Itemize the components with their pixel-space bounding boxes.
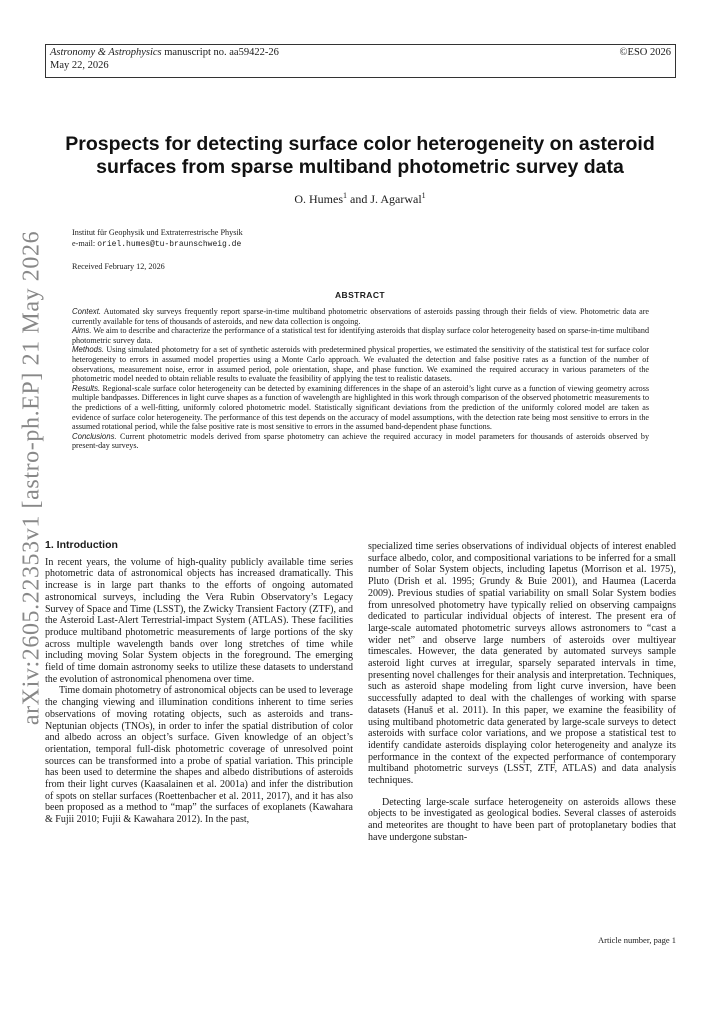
intro-paragraph-2: Time domain photometry of astronomical objects can be used to leverage the changing viewing and illumination conditions inherent to time series observations of moving rotating objects, such as asteroids and trans-Neptunian objects (TNOs), in order to infer the spatial distribution of color and albedo across an object’s surface. Given knowledge of an object’s orientation, temporal full-disk photometric coverage of unresolved point sources can be transformed into a probe of spatial variation. This principle has been used to determine the shapes and albedo distributions of asteroids from their light curves (Kaasalainen et al. 2001a) and infer the distribution of spots on stellar surfaces (Roettenbacher et al. 2011, 2017), and it has also been proposed as a method to “map” the surfaces of exoplanets (Kawahara & Fujii 2010; Fujii & Kawahara 2012). In the past, — [45, 685, 353, 826]
manuscript-line — [50, 46, 671, 59]
author-2-affil: 1 — [421, 191, 426, 200]
abstract-conclusions — [72, 432, 649, 451]
institute: Institut für Geophysik und Extraterrestrische Physik — [72, 228, 243, 237]
intro-paragraph-3: specialized time series observations of individual objects of interest enabled surface albedo, color, and compositional variations to be inferred for a small number of Solar System objects, including Iapetus (Morrison et al. 1975), Pluto (Drish et al. 1995; Grundy & Buie 2001), and Haumea (Lacerda 2009). Previous studies of spatial variability on small Solar System bodies from unresolved photometry have typically relied on observing campaigns dedicated to particular individual objects of interest. The present era of large-scale automated photometric surveys allows astronomers to “cast a wider net” and observe large numbers of asteroids over multiyear timescales. However, the data generated by automated surveys sample asteroid light curves at irregular, sparsely separated intervals in time, presenting novel challenges for their analysis and interpretation. Techniques, such as asteroid shape modeling from light curve inversion, have been successfully adapted to deal with the challenges of working with sparse datasets (Hanuš et al. 2011). In this paper, we examine the feasibility of using multiband photometric data generated by large-scale surveys to detect asteroids with surface color variations, and we propose a statistical test to identify candidate asteroids displaying color heterogeneity and analyze its performance in the context of the expected performance of contemporary multiband photometric surveys (LSST, ZTF, ATLAS) and data analysis techniques. — [368, 541, 676, 787]
context-label: Context. — [72, 307, 102, 316]
author-1-affil: 1 — [343, 191, 347, 200]
abstract-results — [72, 384, 649, 432]
left-column — [45, 540, 353, 826]
abstract-aims — [72, 326, 649, 345]
arxiv-stamp: arXiv:2605.22353v1 [astro-ph.EP] 21 May 2026 — [18, 230, 45, 726]
email-line — [72, 239, 243, 251]
journal-name: Astronomy & Astrophysics — [50, 47, 162, 58]
author-2: J. Agarwal — [370, 192, 422, 206]
manuscript-header-box — [45, 44, 676, 78]
manuscript-date: May 22, 2026 — [50, 60, 109, 71]
email-address[interactable]: oriel.humes@tu-braunschweig.de — [97, 239, 242, 249]
abstract-heading: ABSTRACT — [335, 290, 385, 300]
abstract-body — [72, 307, 649, 451]
conclusions-text: Current photometric models derived from sparse photometry can achieve the required accuracy in model parameters for thousands of asteroids observed by present-day surveys. — [72, 431, 649, 451]
manuscript-number: manuscript no. aa59422-26 — [164, 47, 279, 58]
section-heading-introduction: 1. Introduction — [45, 539, 118, 551]
methods-text: Using simulated photometry for a set of synthetic asteroids with predetermined physical properties, we estimated the sensitivity of the statistical test for surface color heterogeneity to errors in assumed model properties using a Monte Carlo approach. We evaluated the detection and false positive rates as a function of the number of observations, measurement noise, error in assumed period, pole orientation, shape, and phase function. We examined the required accuracy in various parameters of the photometric model needed to obtain reliable results to evaluate the feasibility of applying the test to realistic datasets. — [72, 345, 649, 384]
author-1: O. Humes — [294, 192, 343, 206]
methods-label: Methods. — [72, 345, 105, 355]
intro-paragraph-4: Detecting large-scale surface heterogeneity on asteroids allows these objects to be investigated as geological bodies. Several classes of asteroids and meteorites are thought to have been part of protoplanetary bodies that have undergone substan- — [368, 796, 676, 843]
copyright: ©ESO 2026 — [619, 47, 671, 58]
abstract-methods — [72, 345, 649, 383]
results-label: Results. — [72, 383, 101, 393]
received-date: Received February 12, 2026 — [72, 262, 165, 271]
page-footer: Article number, page 1 — [597, 935, 676, 945]
context-text: Automated sky surveys frequently report sparse-in-time multiband photometric observations of asteroids passing through their fields of view. Photometric data are currently available for tens of thousands of asteroids, and new data collection is ongoing. — [72, 307, 649, 326]
results-text: Regional-scale surface color heterogeneity can be detected by examining differences in the shape of an asteroid’s light curve as a function of viewing geometry across multiple bandpasses. Differences in light curve shapes as a function of wavelength are highlighted in this work through comparison of the observed photometric measurements to the predictions of a well-fitting, uniformly colored photometric model. Statistically significant deviations from the prediction of the uniformly colored model are taken as evidence of surface color heterogeneity. The performance of this test depends on the accuracy of model assumptions, with the detection rate being most sensitive to errors in the assumed rotational period, while the false positive rate is most sensitive to errors in the assumed band-dependent phase functions. — [72, 383, 649, 432]
right-column — [368, 541, 676, 844]
conclusions-label: Conclusions. — [72, 431, 117, 441]
aims-text: We aim to describe and characterize the performance of a statistical test for identifying asteroids that display surface color heterogeneity based on sparse-in-time multiband photometric survey data. — [72, 326, 649, 345]
intro-paragraph-1: In recent years, the volume of high-quality publicly available time series photometric data of astronomical objects has increased dramatically. This increase is in large part thanks to the efforts of ongoing automated astronomical surveys, including the Vera Rubin Observatory’s Legacy Survey of Space and Time (LSST), the Zwicky Transient Factory (ZTF), and the Asteroid Last-Alert Terrestrial-impact System (ATLAS). These facilities produce multiband photometric measurements of large portions of the sky across multiple wavelength bands over long stretches of time while including moving Solar System objects in the foreground. The emerging field of time domain astronomy seeks to utilize these datasets to understand the evolution of astronomical phenomena over time. — [45, 556, 353, 685]
affiliation — [72, 228, 243, 250]
aims-label: Aims. — [72, 326, 92, 336]
author-and: and — [347, 192, 371, 206]
email-label: e-mail: — [72, 238, 98, 248]
abstract-context — [72, 307, 649, 326]
arxiv-stamp-container — [10, 230, 50, 726]
paper-title: Prospects for detecting surface color heterogeneity on asteroid surfaces from sparse multiband photometric survey data — [65, 133, 655, 178]
author-list — [40, 191, 680, 207]
